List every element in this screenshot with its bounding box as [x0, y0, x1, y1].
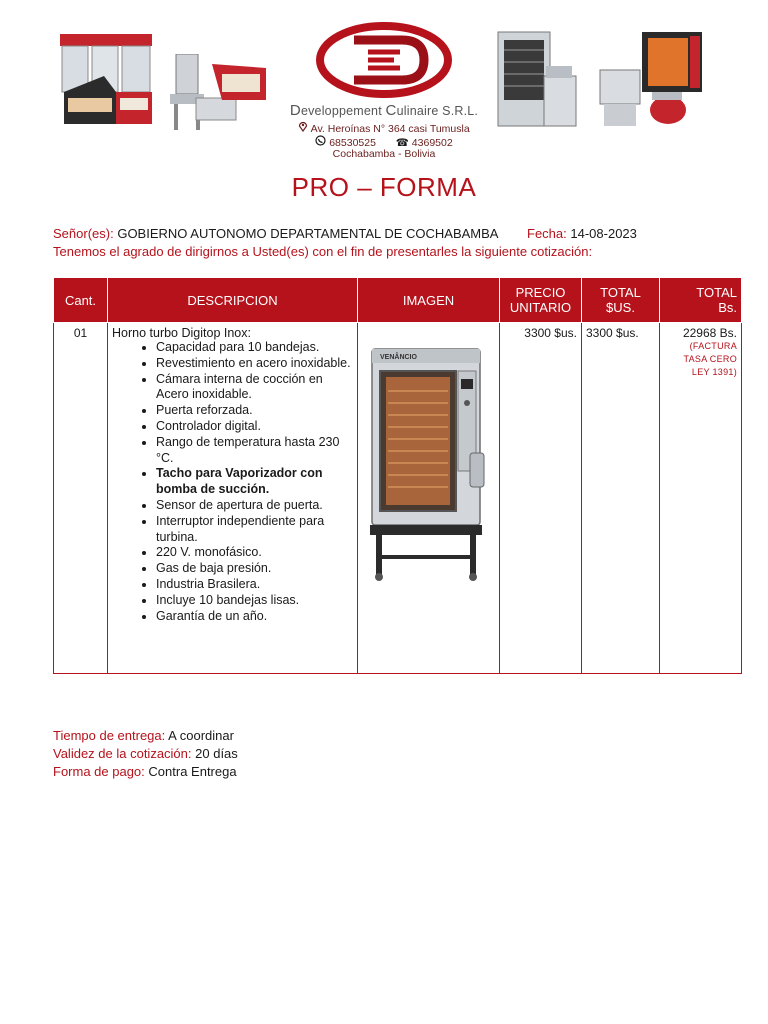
client-line: Señor(es): GOBIERNO AUTONOMO DEPARTAMENTAL DE COCHABAMBA Fecha: 14-08-2023 — [53, 226, 637, 241]
delivery-term: Tiempo de entrega: A coordinar — [53, 728, 234, 743]
intro-text: Tenemos el agrado de dirigirnos a Usted(es) con el fin de presentarles la siguiente cotización: — [53, 244, 593, 259]
feature-item: • Interruptor independiente para turbina. — [156, 514, 353, 546]
document-title: PRO – FORMA — [291, 172, 477, 202]
feature-item: • Puerta reforzada. — [156, 403, 353, 419]
header-total-usd: TOTAL $US. — [582, 278, 660, 323]
feature-item: • Sensor de apertura de puerta. — [156, 498, 353, 514]
company-phones: 68530525 ☎ 4369502 — [272, 135, 496, 149]
company-logo-block — [272, 22, 496, 162]
feature-item: • Incluye 10 bandejas lisas. — [156, 593, 353, 609]
feature-item: • Rango de temperatura hasta 230 °C. — [156, 435, 353, 467]
oven-brand-label: VENÂNCIO — [380, 354, 417, 361]
header-qty: Cant. — [54, 278, 108, 323]
payment-term: Forma de pago: Contra Entrega — [53, 764, 237, 779]
feature-item: • Capacidad para 10 bandejas. — [156, 340, 353, 356]
row-qty: 01 — [54, 323, 108, 674]
company-city: Cochabamba - Bolivia — [332, 148, 436, 160]
telephone-icon: ☎ — [395, 137, 409, 149]
quote-table — [53, 277, 742, 674]
feature-item: • Cámara interna de cocción en Acero inoxidable. — [156, 372, 353, 404]
header-unit-price: PRECIO UNITARIO — [500, 278, 582, 323]
feature-list — [112, 340, 353, 624]
header-image: IMAGEN — [358, 278, 500, 323]
rotisserie-fryer-photo — [488, 30, 584, 134]
whatsapp-icon — [315, 135, 326, 146]
feature-item: • Garantía de un año. — [156, 609, 353, 625]
company-address: Av. Heroínas N° 364 casi Tumusla — [272, 121, 496, 135]
product-name: Horno turbo Digitop Inox: — [112, 326, 251, 340]
display-case-photo — [56, 32, 156, 132]
company-logo — [314, 22, 454, 100]
row-unit-price: 3300 $us. — [500, 323, 582, 674]
letterhead — [0, 18, 768, 163]
table-header-row — [54, 278, 742, 323]
butcher-equipment-photo — [166, 54, 270, 134]
oven-mixer-photo — [598, 30, 708, 134]
client-name: GOBIERNO AUTONOMO DEPARTAMENTAL DE COCHABAMBA — [117, 226, 498, 241]
header-total-bs: TOTAL Bs. — [660, 278, 742, 323]
table-row — [54, 323, 742, 674]
turbo-oven-photo — [366, 343, 490, 583]
row-image — [358, 323, 500, 674]
feature-item: • Industria Brasilera. — [156, 577, 353, 593]
header-description: DESCRIPCION — [108, 278, 358, 323]
row-total-bs: 22968 Bs. (FACTURA TASA CERO LEY 1391) — [660, 323, 742, 674]
row-description — [108, 323, 358, 674]
feature-item: • 220 V. monofásico. — [156, 545, 353, 561]
company-name: Developpement Culinaire S.R.L. — [289, 102, 479, 119]
feature-item: • Revestimiento en acero inoxidable. — [156, 356, 353, 372]
feature-item: • Gas de baja presión. — [156, 561, 353, 577]
validity-term: Validez de la cotización: 20 días — [53, 746, 238, 761]
tax-note: (FACTURA TASA CERO LEY 1391) — [683, 341, 737, 377]
feature-item: • Tacho para Vaporizador con bomba de succión. — [156, 466, 353, 498]
location-pin-icon — [298, 121, 308, 132]
document-date: 14-08-2023 — [570, 226, 637, 241]
feature-item: • Controlador digital. — [156, 419, 353, 435]
row-total-usd: 3300 $us. — [582, 323, 660, 674]
